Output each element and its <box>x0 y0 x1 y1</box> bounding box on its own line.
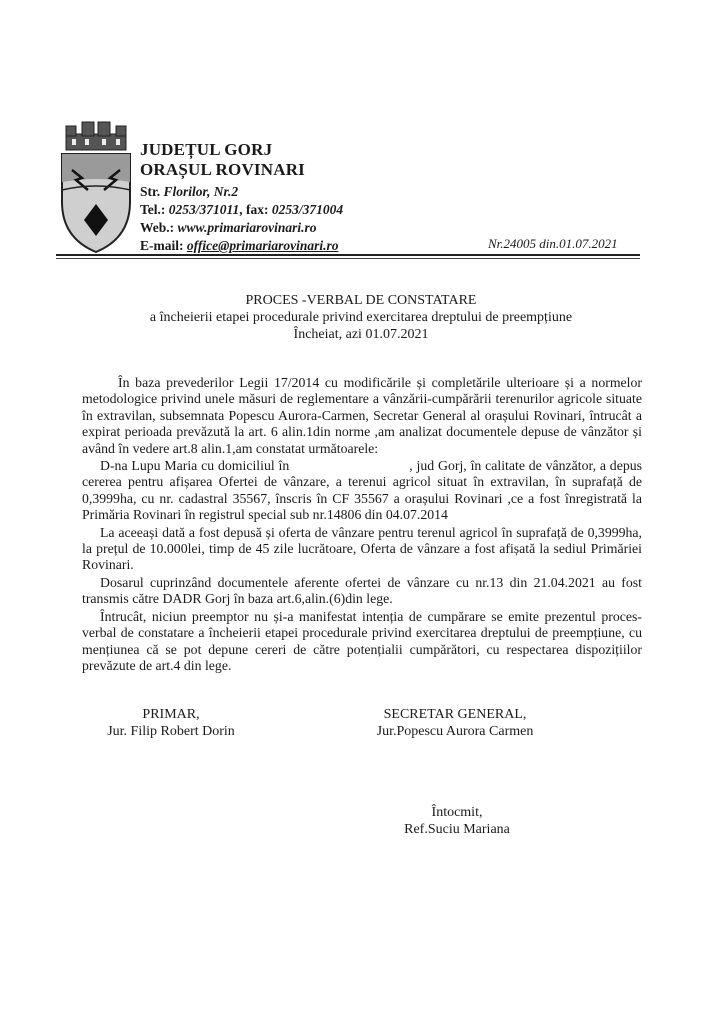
registration-number: Nr.24005 din.01.07.2021 <box>488 236 618 251</box>
paragraph-1: În baza prevederilor Legii 17/2014 cu modificările și completările ulterioare și a normelor metodologice privind unele măsuri de reglementare a vânzării-cumpărării terenurilor agricole situate în extravilan, subsemnata Popescu Aurora-Carmen, Secretar General al orașului Rovinari, întrucât a expirat perioada prevăzută la art. 6 alin.1din norme ,am analizat documentele depuse de vânzător și având în vedere art.8 alin.1,am constatat următoarele: <box>82 375 642 456</box>
coat-of-arms-logo <box>58 120 134 260</box>
city-name: ORAȘUL ROVINARI <box>140 160 305 179</box>
contact-block <box>140 183 343 255</box>
paragraph-4: Dosarul cuprinzând documentele aferente ofertei de vânzare cu nr.13 din 21.04.2021 au fost transmis către DADR Gorj în baza art.6,alin.(6)din lege. <box>82 574 642 607</box>
secretary-signature-block <box>360 706 550 740</box>
title-main: PROCES -VERBAL DE CONSTATARE <box>245 293 477 308</box>
mayor-signature-block <box>96 706 246 740</box>
document-title <box>100 292 622 343</box>
address-line: Str. Florilor, Nr.2 <box>140 184 239 199</box>
document-body <box>82 375 642 675</box>
title-date: Încheiat, azi 01.07.2021 <box>293 327 429 342</box>
prepared-title: Întocmit, <box>431 805 483 820</box>
paragraph-5: Întrucât, niciun preemptor nu și-a manifestat intenția de cumpărare se emite prezentul proces-verbal de constatare a încheierii etapei procedurale privind exercitarea dreptului de preempțiune, cu mențiunea că se pot depune cereri de către potențialii cumpărători, cu respectarea dispozițiilor prevăzute de art.4 din lege. <box>82 608 642 673</box>
web-line: Web.: www.primariarovinari.ro <box>140 220 317 235</box>
phone-line: Tel.: 0253/371011, fax: 0253/371004 <box>140 202 344 217</box>
prepared-name: Ref.Suciu Mariana <box>404 822 510 837</box>
title-subtitle: a încheierii etapei procedurale privind exercitarea dreptului de preempțiune <box>149 310 573 325</box>
email-link[interactable]: office@primariarovinari.ro <box>186 238 339 253</box>
mayor-name: Jur. Filip Robert Dorin <box>107 724 235 739</box>
mayor-title: PRIMAR, <box>142 707 200 722</box>
header-divider-thin <box>56 258 640 259</box>
secretary-name: Jur.Popescu Aurora Carmen <box>376 724 534 739</box>
header-title <box>140 140 305 180</box>
prepared-by-block <box>382 804 532 838</box>
email-line: E-mail: office@primariarovinari.ro <box>140 238 339 253</box>
paragraph-3: La aceeași dată a fost depusă și oferta de vânzare pentru terenul agricol în suprafață de 0,3999ha, la prețul de 10.000lei, timp de 45 zile lucrătoare, Oferta de vânzare a fost afișată la sediul Primăriei Rovinari. <box>82 524 642 573</box>
county-name: JUDEȚUL GORJ <box>140 140 273 159</box>
secretary-title: SECRETAR GENERAL, <box>383 707 527 722</box>
paragraph-2: D-na Lupu Maria cu domiciliul în , jud Gorj, în calitate de vânzător, a depus cererea pentru afișarea Ofertei de vânzare, a terenui agricol situat în extravilan, în suprafață de 0,3999ha, cu nr. cadastral 35567, înscris în CF 35567 a orașului Rovinari ,ce a fost înregistrată la Primăria Rovinari în registrul special sub nr.14806 din 04.07.2014 <box>82 458 642 523</box>
header-divider <box>56 254 640 256</box>
website-link[interactable]: www.primariarovinari.ro <box>177 220 317 235</box>
